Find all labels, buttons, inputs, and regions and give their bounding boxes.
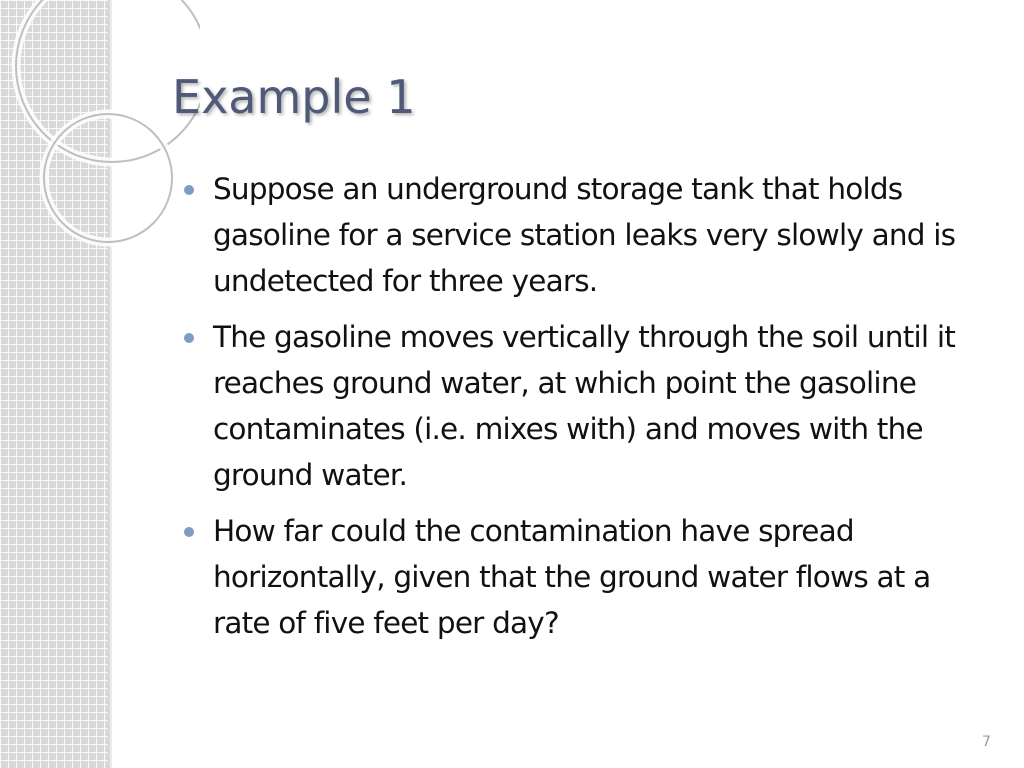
bullet-item [184, 508, 964, 646]
bullet-item [184, 166, 964, 304]
bullet-marker-icon [184, 527, 194, 537]
bullet-list [184, 166, 964, 656]
slide-title: Example 1 [172, 70, 416, 124]
bullet-item [184, 314, 964, 498]
bullet-marker-icon [184, 333, 194, 343]
page-number: 7 [982, 734, 991, 750]
decorative-circles [0, 0, 200, 260]
bullet-text: Suppose an underground storage tank that holds gasoline for a service station leaks very slowly and is undetected for three years. [213, 172, 956, 298]
bullet-text: The gasoline moves vertically through the soil until it reaches ground water, at which point the gasoline contaminates (i.e. mixes with) and moves with the ground water. [213, 320, 955, 492]
bullet-marker-icon [184, 185, 194, 195]
bullet-text: How far could the contamination have spread horizontally, given that the ground water flows at a rate of five feet per day? [213, 514, 931, 640]
